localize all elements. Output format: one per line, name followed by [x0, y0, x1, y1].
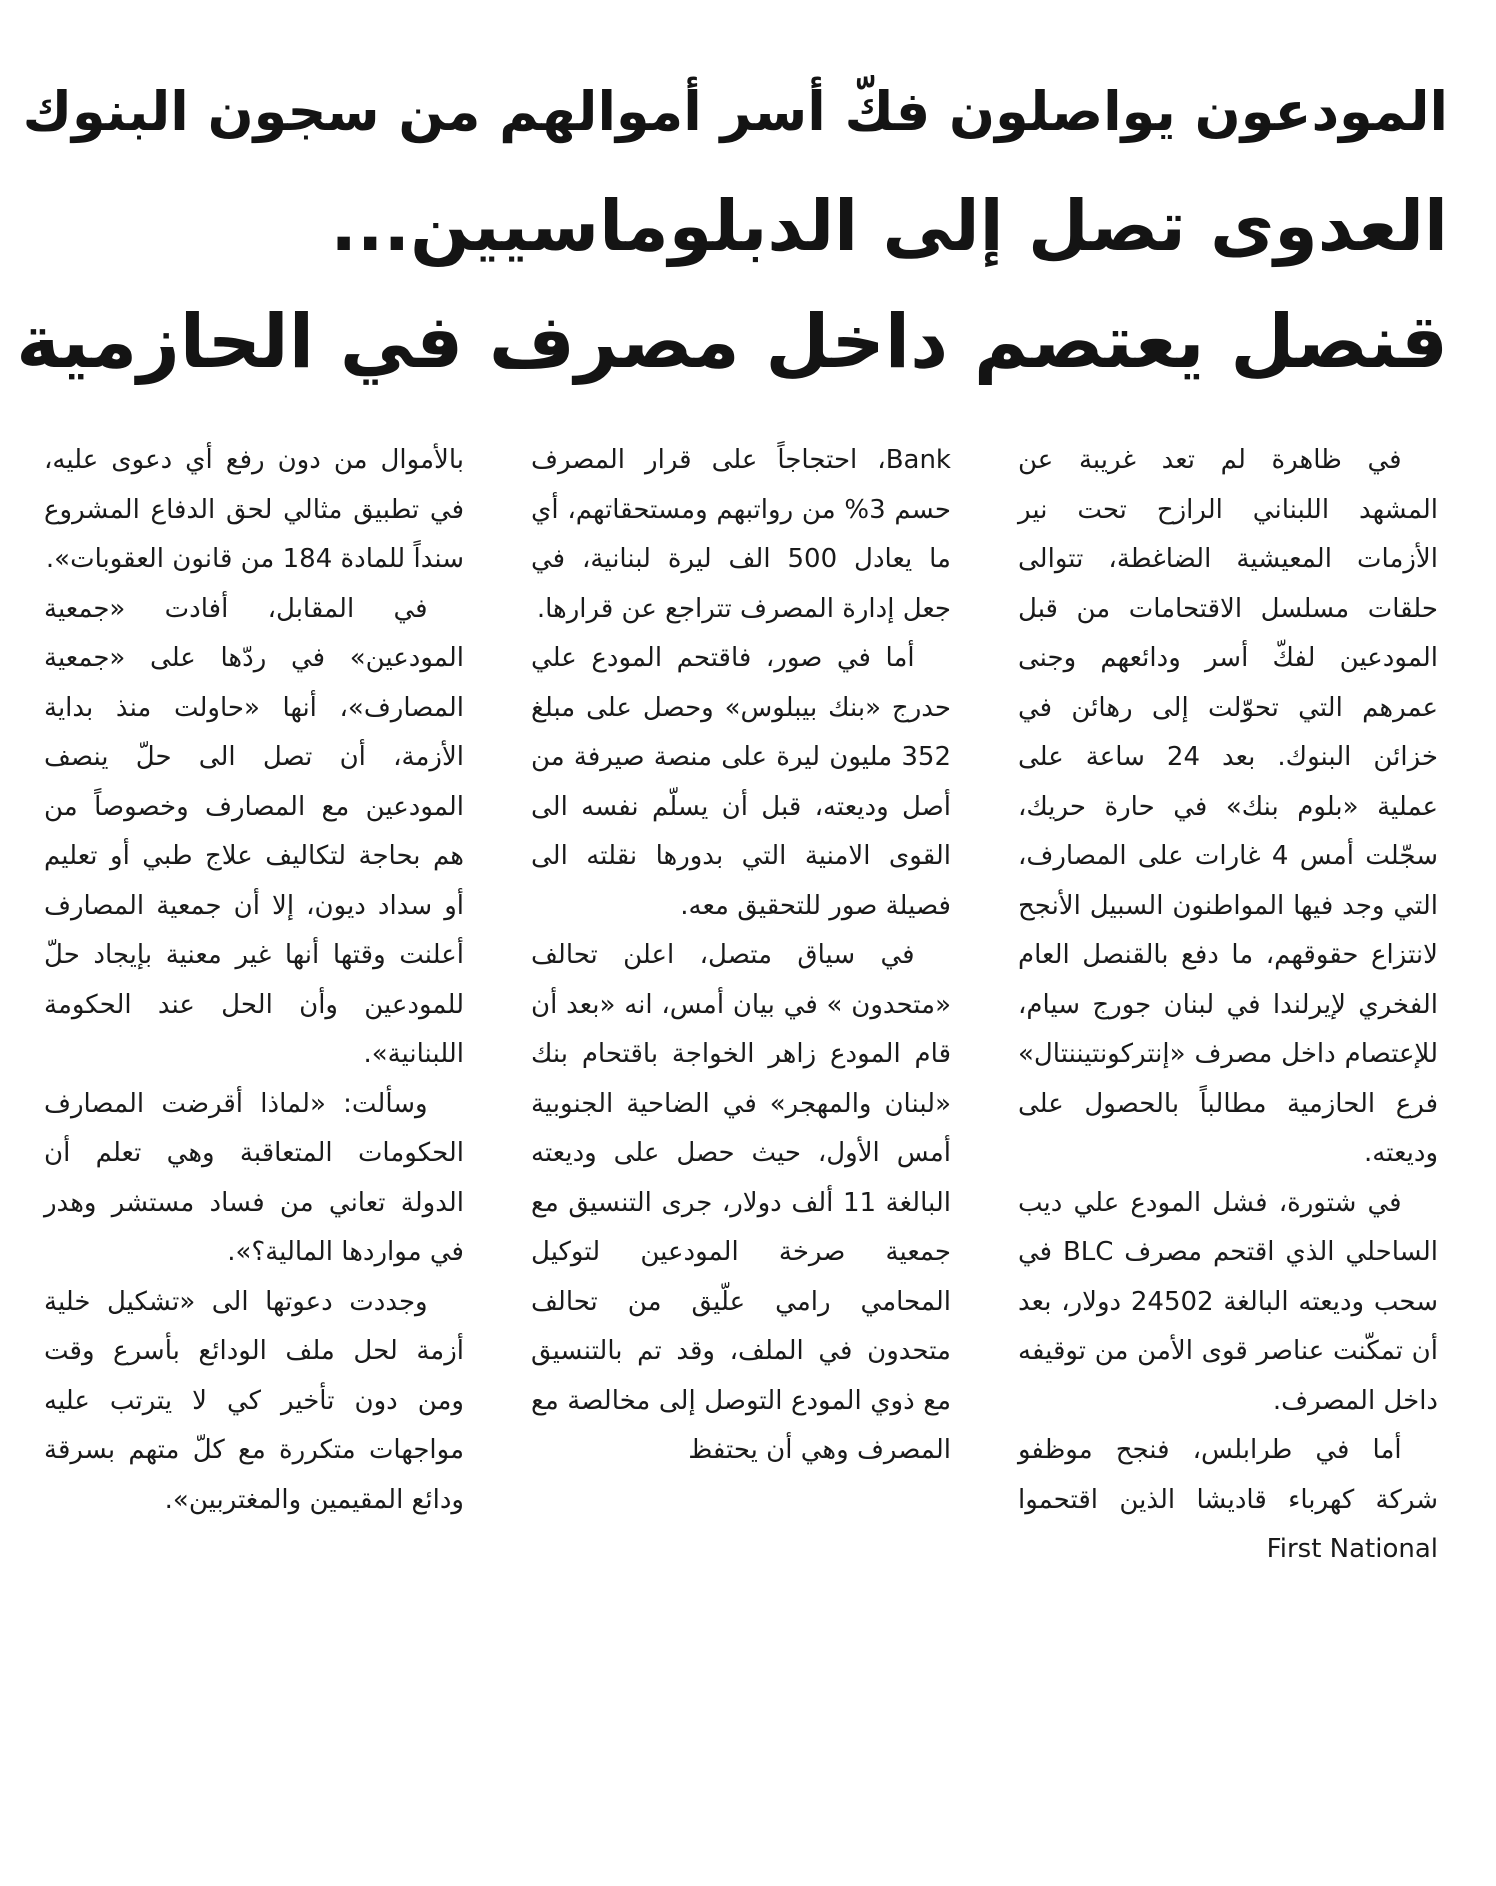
paragraph: بالأموال من دون رفع أي دعوى عليه، في تطبيق مثالي لحق الدفاع المشروع سنداً للمادة 184 من قانون العقوبات». [44, 445, 464, 574]
paragraph: وجددت دعوتها الى «تشكيل خلية أزمة لحل ملف الودائع بأسرع وقت ومن دون تأخير كي لا يترتب عليه مواجهات متكررة مع كلّ متهم بسرقة ودائع المقيمين والمغتربين». [44, 1286, 464, 1515]
article-column-left [44, 436, 464, 1525]
paragraph: في شتورة، فشل المودع علي ديب الساحلي الذي اقتحم مصرف BLC في سحب وديعته البالغة 24502 دولار، بعد أن تمكّنت عناصر قوى الأمن من توقيفه داخل المصرف. [1018, 1187, 1438, 1416]
paragraph: أما في صور، فاقتحم المودع علي حدرج «بنك بيبلوس» وحصل على مبلغ 352 مليون ليرة على منصة صيرفة من أصل وديعته، قبل أن يسلّم نفسه الى القوى الامنية التي بدورها نقلته الى فصيلة صور للتحقيق معه. [531, 643, 951, 921]
headline-line-2: قنصل يعتصم داخل مصرف في الحازمية [16, 299, 1448, 385]
paragraph: في ظاهرة لم تعد غريبة عن المشهد اللبناني الرازح تحت نير الأزمات المعيشية الضاغطة، تتوالى حلقات مسلسل الاقتحامات من قبل المودعين لفكّ أسر ودائعهم وجنى عمرهم التي تحوّلت إلى رهائن في خزائن البنوك. بعد 24 ساعة على عملية «بلوم بنك» في حارة حريك، سجّلت أمس 4 غارات على المصارف، التي وجد فيها المواطنون السبيل الأنجح لانتزاع حقوقهم، ما دفع بالقنصل العام الفخري لإيرلندا في لبنان جورج سيام، للإعتصام داخل مصرف «إنتركونتيننتال» فرع الحازمية مطالباً بالحصول على وديعته. [1018, 445, 1439, 1168]
paragraph: في سياق متصل، اعلن تحالف «متحدون » في بيان أمس، انه «بعد أن قام المودع زاهر الخواجة باقتحام بنك «لبنان والمهجر» في الضاحية الجنوبية أمس الأول، حيث حصل على وديعته البالغة 11 ألف دولار، جرى التنسيق مع جمعية صرخة المودعين لتوكيل المحامي رامي علّيق من تحالف متحدون في الملف، وقد تم بالتنسيق مع ذوي المودع التوصل إلى مخالصة مع المصرف وهي أن يحتفظ [531, 940, 951, 1465]
article-column-middle [531, 436, 951, 1476]
paragraph: أما في طرابلس، فنجح موظفو شركة كهرباء قاديشا الذين اقتحموا First National [1018, 1435, 1438, 1564]
article-kicker: المودعون يواصلون فكّ أسر أموالهم من سجون البنوك [22, 80, 1448, 143]
article-column-right [1018, 436, 1438, 1575]
paragraph: Bank، احتجاجاً على قرار المصرف حسم 3% من رواتبهم ومستحقاتهم، أي ما يعادل 500 الف ليرة لبنانية، في جعل إدارة المصرف تتراجع عن قرارها. [531, 445, 952, 624]
paragraph: في المقابل، أفادت «جمعية المودعين» في ردّها على «جمعية المصارف»، أنها «حاولت منذ بداية الأزمة، أن تصل الى حلّ ينصف المودعين مع المصارف وخصوصاً من هم بحاجة لتكاليف علاج طبي أو تعليم أو سداد ديون، إلا أن جمعية المصارف أعلنت وقتها أنها غير معنية بإيجاد حلّ للمودعين وأن الحل عند الحكومة اللبنانية». [44, 593, 464, 1069]
paragraph: وسألت: «لماذا أقرضت المصارف الحكومات المتعاقبة وهي تعلم أن الدولة تعاني من فساد مستشر وهدر في مواردها المالية؟». [44, 1088, 464, 1267]
headline-line-1: العدوى تصل إلى الدبلوماسيين... [330, 185, 1448, 267]
